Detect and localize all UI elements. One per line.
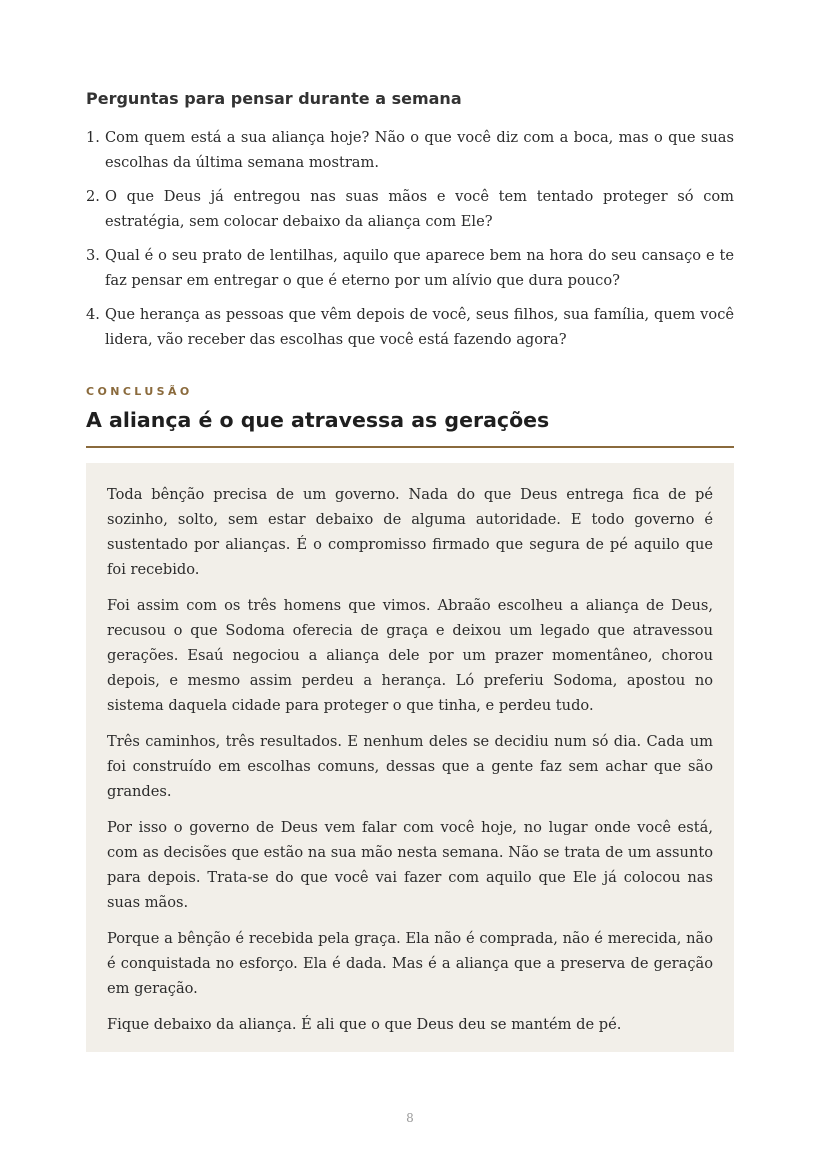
- question-text: Que herança as pessoas que vêm depois de você, seus filhos, sua família, quem você lidera, vão receber das escolhas que você está fazendo agora?: [105, 306, 734, 348]
- section-title: A aliança é o que atravessa as gerações: [86, 408, 550, 432]
- questions-heading: Perguntas para pensar durante a semana: [86, 89, 462, 108]
- question-number: 1.: [86, 129, 100, 146]
- question-item: [86, 302, 734, 352]
- conclusion-paragraph: Foi assim com os três homens que vimos. Abraão escolheu a aliança de Deus, recusou o que Sodoma oferecia de graça e deixou um legado que atravessou gerações. Esaú negociou a aliança dele por um prazer momentâneo, chorou depois, e mesmo assim perdeu a herança. Ló preferiu Sodoma, apostou no sistema daquela cidade para proteger o que tinha, e perdeu tudo.: [107, 597, 713, 714]
- question-number: 4.: [86, 306, 100, 323]
- conclusion-paragraph: Fique debaixo da aliança. É ali que o que Deus deu se mantém de pé.: [107, 1016, 622, 1033]
- question-item: [86, 125, 734, 175]
- conclusion-paragraph: Toda bênção precisa de um governo. Nada do que Deus entrega fica de pé sozinho, solto, sem estar debaixo de alguma autoridade. E todo governo é sustentado por alianças. É o compromisso firmado que segura de pé aquilo que foi recebido.: [107, 486, 713, 578]
- conclusion-paragraph: Três caminhos, três resultados. E nenhum deles se decidiu num só dia. Cada um foi construído em escolhas comuns, dessas que a gente faz sem achar que são grandes.: [107, 733, 713, 800]
- question-item: [86, 184, 734, 234]
- conclusion-paragraph: Por isso o governo de Deus vem falar com você hoje, no lugar onde você está, com as decisões que estão na sua mão nesta semana. Não se trata de um assunto para depois. Trata-se do que você vai fazer com aquilo que Ele já colocou nas suas mãos.: [107, 819, 713, 911]
- conclusion-paragraph: Porque a bênção é recebida pela graça. Ela não é comprada, não é merecida, não é conquistada no esforço. Ela é dada. Mas é a aliança que a preserva de geração em geração.: [107, 930, 713, 997]
- question-number: 2.: [86, 188, 100, 205]
- question-text: O que Deus já entregou nas suas mãos e você tem tentado proteger só com estratégia, sem colocar debaixo da aliança com Ele?: [105, 188, 734, 230]
- questions-list: [86, 125, 734, 361]
- question-item: [86, 243, 734, 293]
- question-number: 3.: [86, 247, 100, 264]
- section-divider: [86, 446, 734, 448]
- page-number: 8: [406, 1111, 414, 1125]
- section-kicker: CONCLUSÃO: [86, 385, 193, 398]
- question-text: Qual é o seu prato de lentilhas, aquilo que aparece bem na hora do seu cansaço e te faz pensar em entregar o que é eterno por um alívio que dura pouco?: [105, 247, 734, 289]
- question-text: Com quem está a sua aliança hoje? Não o que você diz com a boca, mas o que suas escolhas da última semana mostram.: [105, 129, 734, 171]
- conclusion-box: [86, 463, 734, 1052]
